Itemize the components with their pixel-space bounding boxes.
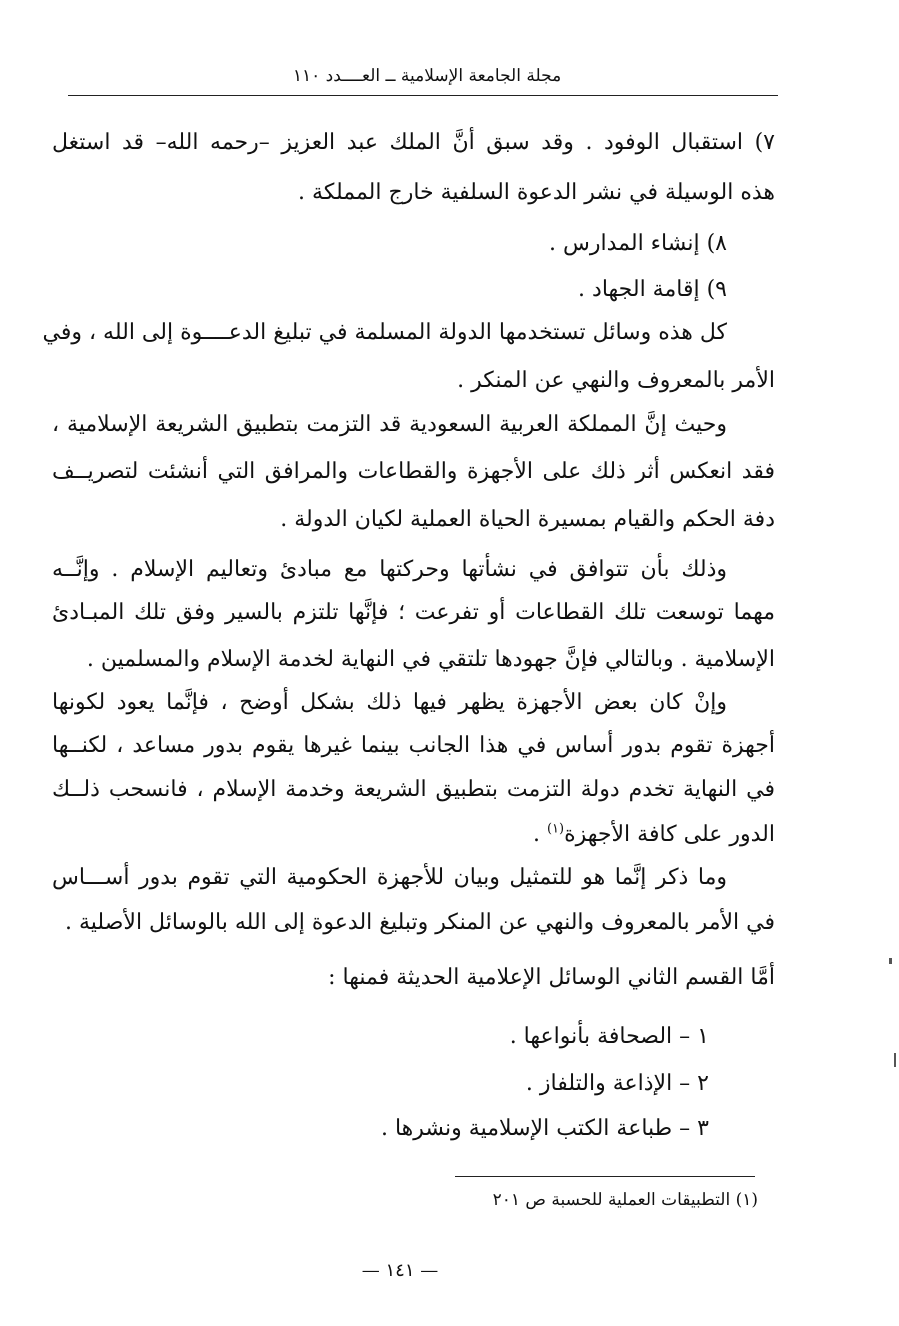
text-line [533,820,775,850]
text-line: وما ذكر إنَّما هو للتمثيل وبيان للأجهزة الحكومية التي تقوم بدور أســـاس [52,865,727,890]
text-line: الإسلامية . وبالتالي فإنَّ جهودها تلتقي في النهاية لخدمة الإسلام والمسلمين . [86,647,775,672]
footnote: (١) التطبيقات العملية للحسبة ص ٢٠١ [492,1190,758,1210]
text-line: الأمر بالمعروف والنهي عن المنكر . [457,368,775,393]
text-line: وذلك بأن تتوافق في نشأتها وحركتها مع مبادئ وتعاليم الإسلام . وإنَّــه [52,557,728,582]
text-line: هذه الوسيلة في نشر الدعوة السلفية خارج المملكة . [298,180,775,205]
header-rule [68,95,778,96]
text-line: وإنْ كان بعض الأجهزة يظهر فيها ذلك بشكل أوضح ، فإنَّما يعود لكونها [52,690,727,715]
text-line: في الأمر بالمعروف والنهي عن المنكر وتبليغ الدعوة إلى الله بالوسائل الأصلية . [65,910,775,935]
list-item: ٣ – طباعة الكتب الإسلامية ونشرها . [380,1116,709,1141]
text-line: فقد انعكس أثر ذلك على الأجهزة والقطاعات والمرافق التي أنشئت لتصريــف [52,459,775,484]
scan-speck [889,958,892,964]
text-line: مهما توسعت تلك القطاعات أو تفرعت ؛ فإنَّها تلتزم بالسير وفق تلك المبـادئ [52,600,775,625]
list-item: ١ – الصحافة بأنواعها . [509,1024,709,1049]
page-number: — ١٤١ — [361,1260,439,1281]
text-line: دفة الحكم والقيام بمسيرة الحياة العملية لكيان الدولة . [280,507,775,532]
text-line: في النهاية تخدم دولة التزمت بتطبيق الشريعة وخدمة الإسلام ، فانسحب ذلــك [52,777,775,802]
scan-speck [894,1053,896,1067]
text-line-content: الدور على كافة الأجهزة [564,822,775,847]
text-line-tail: . [532,822,547,847]
footnote-reference: (١) [546,821,565,837]
text-line: وحيث إنَّ المملكة العربية السعودية قد التزمت بتطبيق الشريعة الإسلامية ، [52,412,727,437]
text-line: كل هذه وسائل تستخدمها الدولة المسلمة في تبليغ الدعــــوة إلى الله ، وفي [42,320,727,345]
text-line: ٧) استقبال الوفود . وقد سبق أنَّ الملك عبد العزيز –رحمه الله– قد استغل [52,130,775,155]
footnote-rule [455,1176,755,1177]
text-line: أجهزة تقوم بدور أساس في هذا الجانب بينما غيرها يقوم بدور مساعد ، لكنــها [52,733,775,758]
running-header: مجلة الجامعة الإسلامية ــ العــــدد ١١٠ [292,66,562,86]
list-item: ٨) إنشاء المدارس . [549,231,727,256]
list-item: ٢ – الإذاعة والتلفاز . [525,1071,709,1096]
list-item: ٩) إقامة الجهاد . [578,277,727,302]
section-heading: أمَّا القسم الثاني الوسائل الإعلامية الحديثة فمنها : [328,965,775,990]
